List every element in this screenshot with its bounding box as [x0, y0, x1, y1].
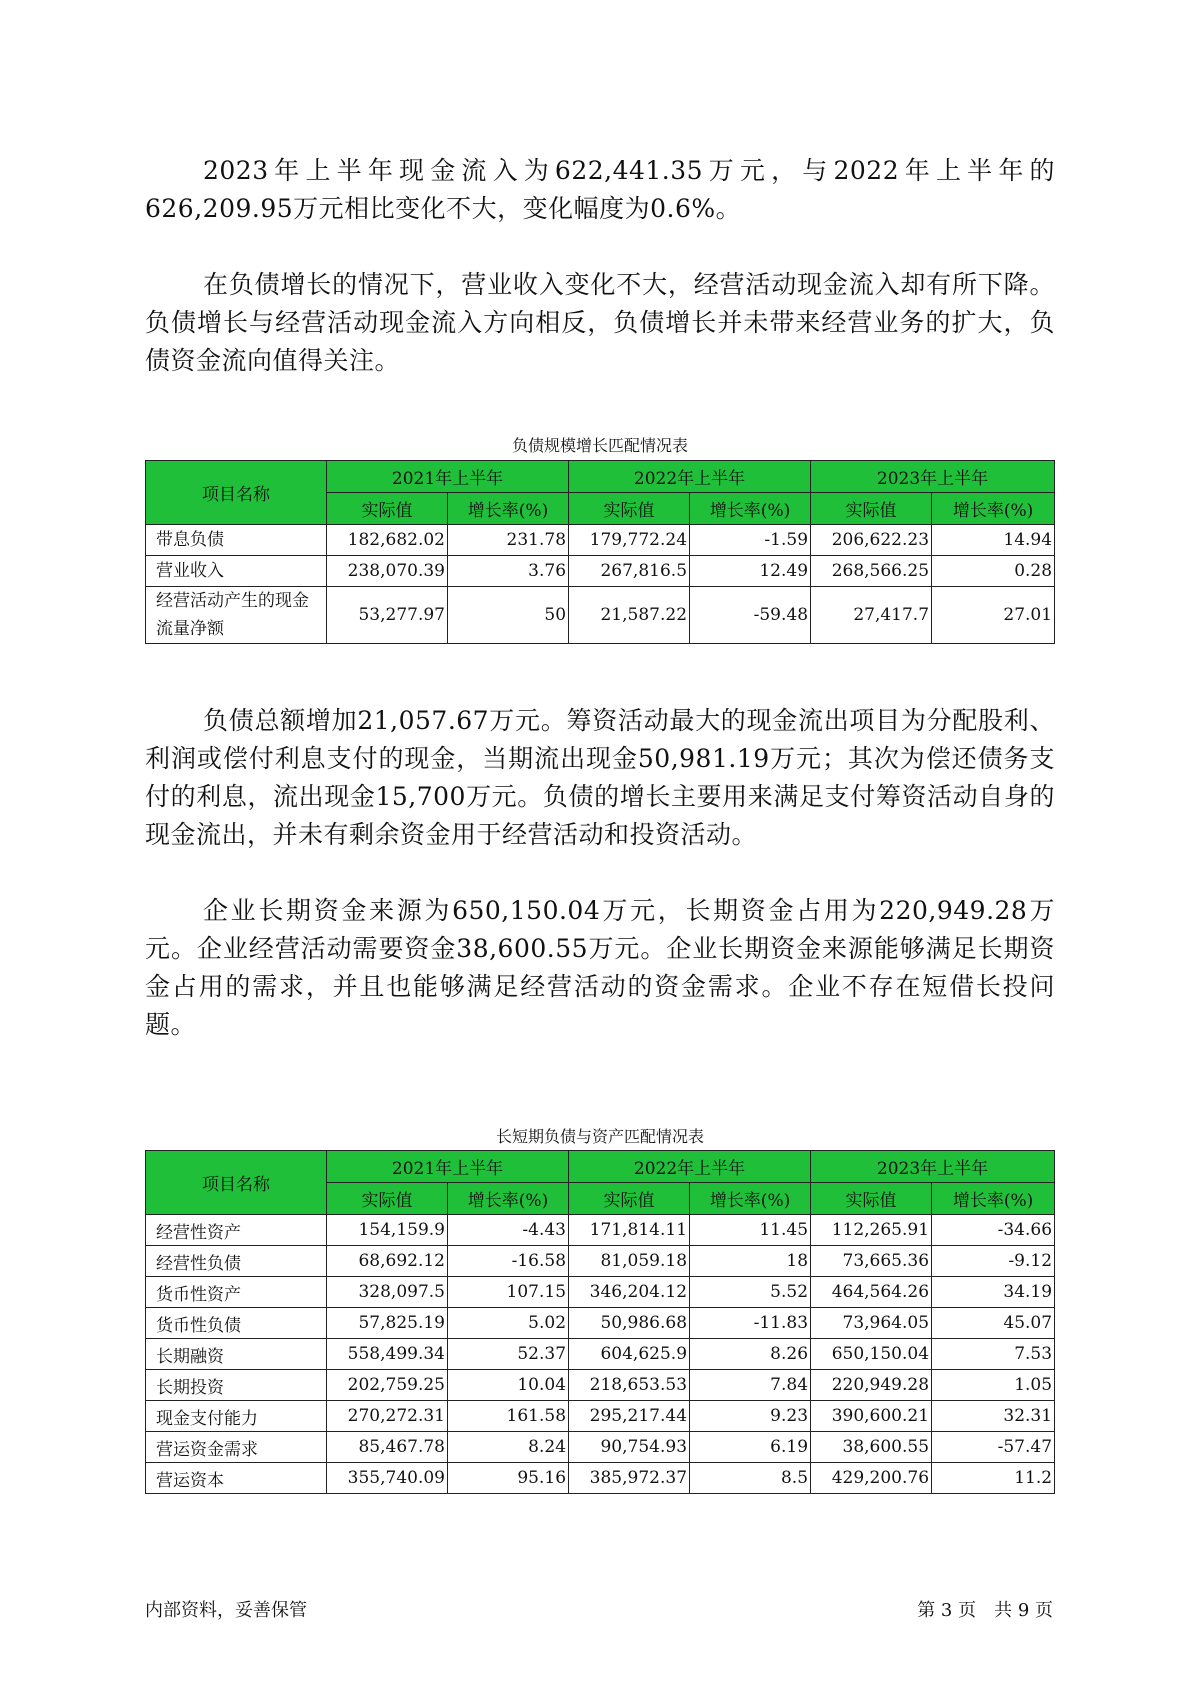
table-row [146, 1463, 1055, 1494]
header-period-2023: 2023年上半年 [811, 461, 1055, 493]
growth-rate-cell: 5.02 [448, 1308, 569, 1339]
actual-value-cell: 270,272.31 [327, 1401, 448, 1432]
actual-value-cell: 268,566.25 [811, 556, 932, 587]
header-growth: 增长率(%) [690, 493, 811, 525]
actual-value-cell: 429,200.76 [811, 1463, 932, 1494]
actual-value-cell: 220,949.28 [811, 1370, 932, 1401]
table-row [146, 1308, 1055, 1339]
header-actual: 实际值 [327, 1183, 448, 1215]
growth-rate-cell: 52.37 [448, 1339, 569, 1370]
growth-rate-cell: 45.07 [932, 1308, 1055, 1339]
table2-caption: 长短期负债与资产匹配情况表 [495, 1127, 704, 1146]
header-growth: 增长率(%) [690, 1183, 811, 1215]
growth-rate-cell: -34.66 [932, 1215, 1055, 1246]
growth-rate-cell: -16.58 [448, 1246, 569, 1277]
actual-value-cell: 464,564.26 [811, 1277, 932, 1308]
actual-value-cell: 346,204.12 [569, 1277, 690, 1308]
header-actual: 实际值 [327, 493, 448, 525]
header-period-2022: 2022年上半年 [569, 1151, 811, 1183]
row-label: 带息负债 [146, 525, 327, 556]
actual-value-cell: 328,097.5 [327, 1277, 448, 1308]
header-actual: 实际值 [569, 1183, 690, 1215]
asset-liability-match-table [145, 1150, 1055, 1494]
actual-value-cell: 171,814.11 [569, 1215, 690, 1246]
growth-rate-cell: 95.16 [448, 1463, 569, 1494]
row-label: 营运资金需求 [146, 1432, 327, 1463]
actual-value-cell: 218,653.53 [569, 1370, 690, 1401]
growth-rate-cell: 7.53 [932, 1339, 1055, 1370]
paragraph-long-term-funds: 企业长期资金来源为650,150.04万元，长期资金占用为220,949.28万元。企业经营活动需要资金38,600.55万元。企业长期资金来源能够满足长期资金占用的需求，并且也能够满足经营活动的资金需求。企业不存在短借长投问题。 [145, 896, 1055, 1039]
row-label: 营运资本 [146, 1463, 327, 1494]
header-period-2023: 2023年上半年 [811, 1151, 1055, 1183]
header-growth: 增长率(%) [932, 1183, 1055, 1215]
growth-rate-cell: 32.31 [932, 1401, 1055, 1432]
paragraph-total-debt: 负债总额增加21,057.67万元。筹资活动最大的现金流出项目为分配股利、利润或偿付利息支付的现金，当期流出现金50,981.19万元；其次为偿还债务支付的利息，流出现金15,700万元。负债的增长主要用来满足支付筹资活动自身的现金流出，并未有剩余资金用于经营活动和投资活动。 [145, 706, 1055, 849]
actual-value-cell: 112,265.91 [811, 1215, 932, 1246]
header-growth: 增长率(%) [932, 493, 1055, 525]
table-row [146, 1246, 1055, 1277]
actual-value-cell: 85,467.78 [327, 1432, 448, 1463]
growth-rate-cell: -1.59 [690, 525, 811, 556]
header-item-name: 项目名称 [146, 1151, 327, 1215]
growth-rate-cell: -11.83 [690, 1308, 811, 1339]
actual-value-cell: 558,499.34 [327, 1339, 448, 1370]
actual-value-cell: 38,600.55 [811, 1432, 932, 1463]
growth-rate-cell: 50 [448, 587, 569, 644]
actual-value-cell: 650,150.04 [811, 1339, 932, 1370]
row-label: 货币性资产 [146, 1277, 327, 1308]
footer-confidential-note: 内部资料，妥善保管 [145, 1600, 307, 1621]
row-label: 现金支付能力 [146, 1401, 327, 1432]
growth-rate-cell: -4.43 [448, 1215, 569, 1246]
actual-value-cell: 57,825.19 [327, 1308, 448, 1339]
actual-value-cell: 206,622.23 [811, 525, 932, 556]
growth-rate-cell: 8.5 [690, 1463, 811, 1494]
actual-value-cell: 68,692.12 [327, 1246, 448, 1277]
table-row [146, 525, 1055, 556]
row-label: 经营性资产 [146, 1215, 327, 1246]
growth-rate-cell: -9.12 [932, 1246, 1055, 1277]
table-row [146, 1432, 1055, 1463]
table1-caption: 负债规模增长匹配情况表 [511, 436, 688, 455]
actual-value-cell: 179,772.24 [569, 525, 690, 556]
growth-rate-cell: 1.05 [932, 1370, 1055, 1401]
growth-rate-cell: 12.49 [690, 556, 811, 587]
growth-rate-cell: 10.04 [448, 1370, 569, 1401]
header-actual: 实际值 [569, 493, 690, 525]
header-item-name: 项目名称 [146, 461, 327, 525]
growth-rate-cell: 6.19 [690, 1432, 811, 1463]
growth-rate-cell: 18 [690, 1246, 811, 1277]
row-label: 营业收入 [146, 556, 327, 587]
row-label: 经营活动产生的现金流量净额 [146, 587, 327, 644]
row-label: 长期融资 [146, 1339, 327, 1370]
paragraph-cash-inflow: 2023年上半年现金流入为622,441.35万元，与2022年上半年的626,209.95万元相比变化不大，变化幅度为0.6%。 [145, 156, 1055, 223]
actual-value-cell: 81,059.18 [569, 1246, 690, 1277]
growth-rate-cell: 3.76 [448, 556, 569, 587]
debt-growth-table [145, 460, 1055, 644]
header-period-2021: 2021年上半年 [327, 1151, 569, 1183]
table-row [146, 556, 1055, 587]
table-row [146, 1370, 1055, 1401]
growth-rate-cell: 8.26 [690, 1339, 811, 1370]
actual-value-cell: 238,070.39 [327, 556, 448, 587]
growth-rate-cell: 34.19 [932, 1277, 1055, 1308]
header-actual: 实际值 [811, 493, 932, 525]
table-row [146, 1215, 1055, 1246]
actual-value-cell: 390,600.21 [811, 1401, 932, 1432]
growth-rate-cell: 161.58 [448, 1401, 569, 1432]
growth-rate-cell: 107.15 [448, 1277, 569, 1308]
growth-rate-cell: 5.52 [690, 1277, 811, 1308]
header-growth: 增长率(%) [448, 493, 569, 525]
table-row [146, 1277, 1055, 1308]
actual-value-cell: 202,759.25 [327, 1370, 448, 1401]
row-label: 经营性负债 [146, 1246, 327, 1277]
growth-rate-cell: 231.78 [448, 525, 569, 556]
growth-rate-cell: -57.47 [932, 1432, 1055, 1463]
row-label: 长期投资 [146, 1370, 327, 1401]
growth-rate-cell: 9.23 [690, 1401, 811, 1432]
actual-value-cell: 267,816.5 [569, 556, 690, 587]
table-row [146, 587, 1055, 644]
actual-value-cell: 604,625.9 [569, 1339, 690, 1370]
growth-rate-cell: 27.01 [932, 587, 1055, 644]
table2-body [146, 1215, 1055, 1494]
growth-rate-cell: 0.28 [932, 556, 1055, 587]
header-period-2021: 2021年上半年 [327, 461, 569, 493]
growth-rate-cell: 14.94 [932, 525, 1055, 556]
actual-value-cell: 50,986.68 [569, 1308, 690, 1339]
table-row [146, 1339, 1055, 1370]
actual-value-cell: 21,587.22 [569, 587, 690, 644]
actual-value-cell: 182,682.02 [327, 525, 448, 556]
growth-rate-cell: -59.48 [690, 587, 811, 644]
growth-rate-cell: 11.45 [690, 1215, 811, 1246]
paragraph-debt-growth: 在负债增长的情况下，营业收入变化不大，经营活动现金流入却有所下降。负债增长与经营活动现金流入方向相反，负债增长并未带来经营业务的扩大，负债资金流向值得关注。 [145, 270, 1055, 375]
table1-body [146, 525, 1055, 644]
actual-value-cell: 73,665.36 [811, 1246, 932, 1277]
growth-rate-cell: 7.84 [690, 1370, 811, 1401]
actual-value-cell: 295,217.44 [569, 1401, 690, 1432]
actual-value-cell: 73,964.05 [811, 1308, 932, 1339]
row-label: 货币性负债 [146, 1308, 327, 1339]
growth-rate-cell: 11.2 [932, 1463, 1055, 1494]
actual-value-cell: 154,159.9 [327, 1215, 448, 1246]
actual-value-cell: 385,972.37 [569, 1463, 690, 1494]
actual-value-cell: 53,277.97 [327, 587, 448, 644]
table-row [146, 1401, 1055, 1432]
actual-value-cell: 27,417.7 [811, 587, 932, 644]
header-period-2022: 2022年上半年 [569, 461, 811, 493]
actual-value-cell: 355,740.09 [327, 1463, 448, 1494]
footer-page-number: 第 3 页 共 9 页 [917, 1600, 1053, 1621]
header-growth: 增长率(%) [448, 1183, 569, 1215]
actual-value-cell: 90,754.93 [569, 1432, 690, 1463]
header-actual: 实际值 [811, 1183, 932, 1215]
growth-rate-cell: 8.24 [448, 1432, 569, 1463]
